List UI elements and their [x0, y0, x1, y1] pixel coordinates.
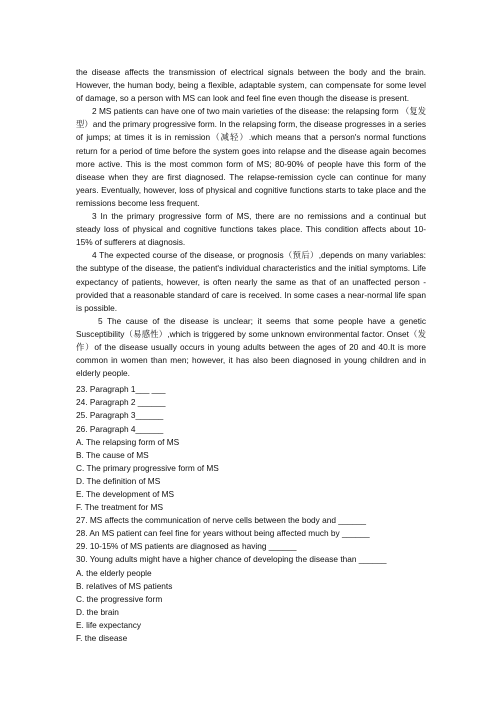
answer-option-f: F. the disease [76, 633, 128, 644]
answer-option-e: E. life expectancy [76, 619, 142, 630]
paragraph-5: 5 The cause of the disease is unclear; it seems that some people have a genetic Susceptibility（易感性）,which is triggered by some unknown environmental factor. Onset（发作）of the disease usually occurs in young adults between the ages of 20 and 40.It is more common in women than men; however, it has also been diagnosed in young children and in elderly people. [76, 315, 426, 379]
heading-option-c: C. The primary progressive form of MS [76, 462, 219, 473]
answer-option-c: C. the progressive form [76, 593, 163, 604]
question-28: 28. An MS patient can feel fine for years without being affected much by ______ [76, 528, 370, 539]
answer-option-b: B. relatives of MS patients [76, 580, 173, 591]
paragraph-2: 2 MS patients can have one of two main varieties of the disease: the relapsing form （复发型）and the primary progressive form. In the relapsing form, the disease progresses in a series of jumps; at times it is in remission（减轻）.which means that a person's normal functions return for a period of time before the system goes into relapse and the disease again becomes more active. This is the most common form of MS; 80-90% of people have this form of the disease when they are first diagnosed. The relapse-remission cycle can continue for many years. Eventually, however, loss of physical and cognitive functions starts to take place and the remissions become less frequent. [76, 106, 426, 208]
answer-option-d: D. the brain [76, 606, 119, 617]
question-23: 23. Paragraph 1___ ___ [76, 384, 166, 395]
question-30: 30. Young adults might have a higher chance of developing the disease than ______ [76, 554, 387, 565]
paragraph-3: 3 In the primary progressive form of MS, there are no remissions and a continual but steady loss of physical and cognitive functions takes place. This condition affects about 10-15% of sufferers at diagnosis. [76, 211, 426, 248]
question-26: 26. Paragraph 4______ [76, 423, 164, 434]
heading-option-e: E. The development of MS [76, 489, 175, 499]
heading-option-d: D. The definition of MS [76, 475, 161, 486]
question-24: 24. Paragraph 2 ______ [76, 397, 166, 408]
heading-option-b: B. The cause of MS [76, 449, 149, 460]
question-27: 27. MS affects the communication of nerve cells between the body and ______ [76, 515, 366, 526]
heading-option-a: A. The relapsing form of MS [76, 436, 180, 447]
heading-option-f: F. The treatment for MS [76, 502, 163, 513]
question-29: 29. 10-15% of MS patients are diagnosed as having ______ [76, 541, 297, 552]
answer-option-a: A. the elderly people [76, 567, 152, 578]
paragraph-1-continued: the disease affects the transmission of electrical signals between the body and the brain. However, the human body, being a flexible, adaptable system, can compensate for some level of damage, so a person with MS can look and feel fine even though the disease is present. [76, 67, 426, 104]
question-25: 25. Paragraph 3______ [76, 410, 164, 421]
question-list [76, 383, 426, 645]
paragraph-4: 4 The expected course of the disease, or prognosis（预后）,depends on many variables: the subtype of the disease, the patient's individual characteristics and the initial symptoms. Life expectancy of patients, however, is often nearly the same as that of an unaffected person - provided that a reasonable standard of care is received. In some cases a near-normal life span is possible. [76, 250, 426, 313]
